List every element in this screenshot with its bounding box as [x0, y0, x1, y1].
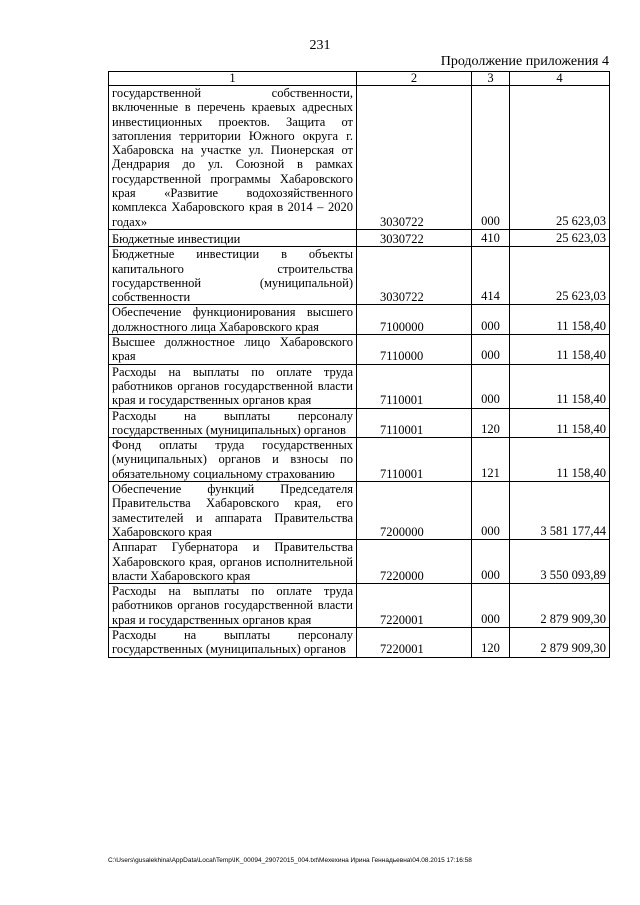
row-type: 414	[472, 247, 510, 305]
row-amount: 25 623,03	[510, 86, 610, 230]
row-type: 000	[472, 584, 510, 628]
row-code: 7100000	[357, 305, 472, 335]
row-description: Расходы на выплаты по оплате труда работников органов государственной власти края и государственных органов края	[109, 364, 357, 408]
row-type: 000	[472, 540, 510, 584]
row-code: 7110001	[357, 438, 472, 482]
row-code: 3030722	[357, 229, 472, 246]
row-description: Расходы на выплаты персоналу государственных (муниципальных) органов	[109, 408, 357, 438]
continuation-label: Продолжение приложения 4	[440, 54, 609, 69]
row-amount: 11 158,40	[510, 364, 610, 408]
file-path-footer: C:\Users\gusalekhina\AppData\Local\Temp\IK_00094_29072015_004.txt\Мехехина Ирина Геннадьевна\04.08.2015 17:16:58	[108, 857, 472, 864]
row-type: 410	[472, 229, 510, 246]
row-description: Бюджетные инвестиции	[109, 229, 357, 246]
row-type: 000	[472, 364, 510, 408]
row-code: 7110001	[357, 364, 472, 408]
table-row	[109, 408, 610, 438]
row-description: Фонд оплаты труда государственных (муниципальных) органов и взносы по обязательному социальному страхованию	[109, 438, 357, 482]
row-amount: 2 879 909,30	[510, 627, 610, 657]
table-header-row	[109, 72, 610, 86]
row-code: 3030722	[357, 247, 472, 305]
row-code: 7200000	[357, 482, 472, 540]
row-amount: 2 879 909,30	[510, 584, 610, 628]
row-amount: 25 623,03	[510, 229, 610, 246]
row-description: Высшее должностное лицо Хабаровского края	[109, 335, 357, 365]
table-row	[109, 229, 610, 246]
budget-table	[108, 71, 610, 658]
table-row	[109, 482, 610, 540]
row-type: 120	[472, 408, 510, 438]
column-header-amount: 4	[510, 72, 610, 86]
row-description: государственной собственности, включенные в перечень краевых адресных инвестиционных проектов. Защита от затопления территории Южного округа г. Хабаровска на участке ул. Пионерская от Дендрария до ул. Союзной в рамках государственной программы Хабаровского края «Развитие водохозяйственного комплекса Хабаровского края в 2014 – 2020 годах»	[109, 86, 357, 230]
row-description: Расходы на выплаты персоналу государственных (муниципальных) органов	[109, 627, 357, 657]
column-header-description: 1	[109, 72, 357, 86]
row-amount: 11 158,40	[510, 408, 610, 438]
row-description: Аппарат Губернатора и Правительства Хабаровского края, органов исполнительной власти Хабаровского края	[109, 540, 357, 584]
row-type: 000	[472, 482, 510, 540]
row-code: 7110001	[357, 408, 472, 438]
table-row	[109, 86, 610, 230]
table-row	[109, 247, 610, 305]
row-type: 120	[472, 627, 510, 657]
row-amount: 25 623,03	[510, 247, 610, 305]
row-description: Обеспечение функций Председателя Правительства Хабаровского края, его заместителей и аппарата Правительства Хабаровского края	[109, 482, 357, 540]
row-amount: 3 581 177,44	[510, 482, 610, 540]
row-description: Обеспечение функционирования высшего должностного лица Хабаровского края	[109, 305, 357, 335]
table-row	[109, 627, 610, 657]
row-amount: 11 158,40	[510, 335, 610, 365]
row-code: 7220000	[357, 540, 472, 584]
table-row	[109, 540, 610, 584]
row-type: 000	[472, 335, 510, 365]
row-code: 7110000	[357, 335, 472, 365]
row-code: 7220001	[357, 584, 472, 628]
table-row	[109, 584, 610, 628]
row-amount: 11 158,40	[510, 438, 610, 482]
column-header-type: 3	[472, 72, 510, 86]
column-header-code: 2	[357, 72, 472, 86]
row-type: 000	[472, 305, 510, 335]
row-amount: 3 550 093,89	[510, 540, 610, 584]
row-code: 3030722	[357, 86, 472, 230]
row-description: Расходы на выплаты по оплате труда работников органов государственной власти края и государственных органов края	[109, 584, 357, 628]
row-type: 121	[472, 438, 510, 482]
table-row	[109, 438, 610, 482]
page-number: 231	[309, 38, 331, 53]
row-type: 000	[472, 86, 510, 230]
table-row	[109, 335, 610, 365]
row-description: Бюджетные инвестиции в объекты капитального строительства государственной (муниципальной) собственности	[109, 247, 357, 305]
row-amount: 11 158,40	[510, 305, 610, 335]
table-row	[109, 364, 610, 408]
row-code: 7220001	[357, 627, 472, 657]
table-row	[109, 305, 610, 335]
